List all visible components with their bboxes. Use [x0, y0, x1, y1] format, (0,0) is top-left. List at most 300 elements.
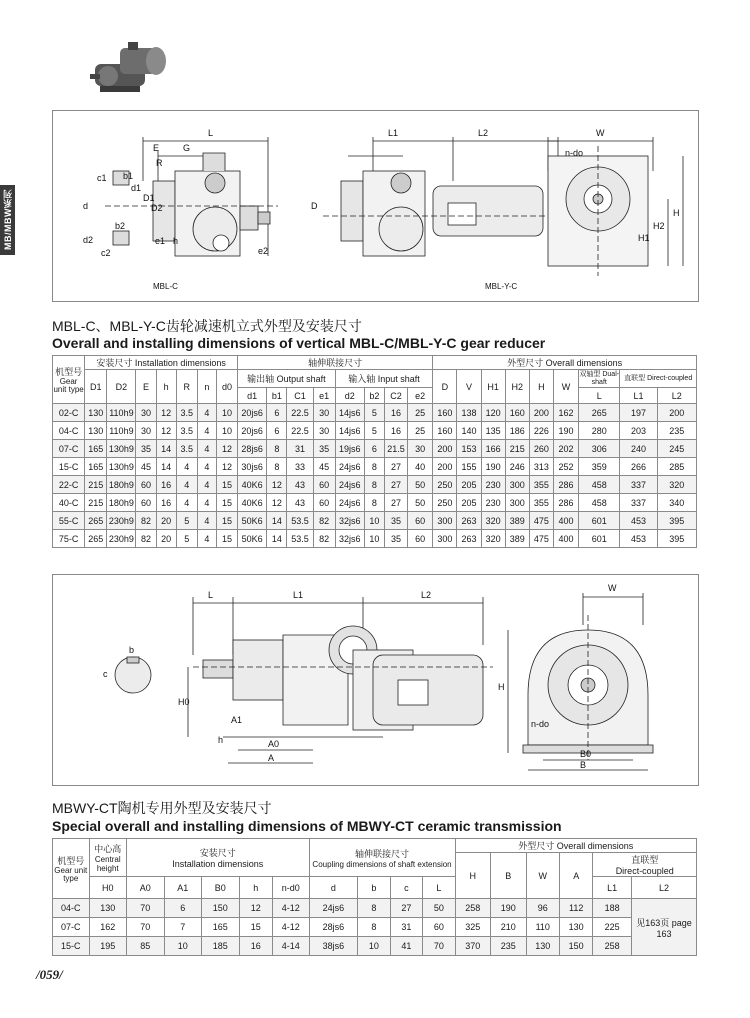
table-cell: 110h9: [107, 404, 136, 422]
dim2-H: H: [498, 682, 505, 692]
col2-B: B: [491, 853, 526, 899]
table-cell: 60: [313, 494, 335, 512]
table-cell: 6: [364, 440, 384, 458]
table-cell: 155: [457, 458, 481, 476]
table-cell: 110: [526, 918, 559, 937]
dim-L2: L2: [478, 128, 489, 138]
table-cell: 35: [384, 512, 407, 530]
col2-d: d: [309, 877, 358, 899]
table-cell: 4: [176, 494, 197, 512]
table-cell: 15-C: [53, 937, 90, 956]
col-L1: L1: [620, 388, 657, 404]
mbl-c-dimension-table: [52, 355, 697, 548]
table-cell: 370: [455, 937, 490, 956]
col-install: 安装尺寸 Installation dimensions: [85, 356, 238, 370]
table-cell: 190: [481, 458, 505, 476]
table-cell: 40-C: [53, 494, 85, 512]
table-cell: 340: [657, 494, 696, 512]
table-cell: 14: [156, 440, 176, 458]
table-cell: 306: [579, 440, 620, 458]
table-cell: 33: [287, 458, 313, 476]
table-cell: 160: [433, 404, 457, 422]
table-cell: 359: [579, 458, 620, 476]
dim-D: D: [311, 201, 318, 211]
table-cell: 14: [267, 512, 287, 530]
table-row: [53, 937, 697, 956]
table-cell: 8: [364, 476, 384, 494]
table-cell: 263: [457, 512, 481, 530]
table-cell: 389: [505, 530, 529, 548]
table-cell: 110h9: [107, 422, 136, 440]
table-cell: 266: [620, 458, 657, 476]
table-cell: 70: [127, 918, 165, 937]
table-cell: 35: [384, 530, 407, 548]
table-row: [53, 404, 697, 422]
table-cell: 190: [553, 422, 578, 440]
table-row: [53, 476, 697, 494]
table-cell: 50: [423, 899, 455, 918]
dim-D2: D2: [151, 203, 163, 213]
install-en: Installation dimensions: [172, 859, 264, 869]
table-cell: 130h9: [107, 440, 136, 458]
table-row: [53, 494, 697, 512]
table-cell: 32js6: [335, 512, 364, 530]
gear-motor-logo-icon: [90, 26, 180, 96]
dim2-A1: A1: [231, 715, 243, 725]
table-cell: 200: [433, 440, 457, 458]
dim2-b: b: [129, 645, 135, 655]
table-cell: 16: [239, 937, 272, 956]
table-cell: 355: [529, 476, 553, 494]
table-cell: 280: [579, 422, 620, 440]
install-cn: 安装尺寸: [199, 848, 236, 858]
table-cell: 75-C: [53, 530, 85, 548]
dim-E: E: [153, 143, 160, 153]
table-cell: 40K6: [238, 494, 267, 512]
table-cell: 263: [457, 530, 481, 548]
page-number: /059/: [36, 967, 63, 982]
dim-e1: e1: [155, 236, 166, 246]
table-cell: 5: [364, 404, 384, 422]
table-cell: 22.5: [287, 422, 313, 440]
table-row: [53, 422, 697, 440]
table-cell: 4: [197, 530, 216, 548]
dim-d2: d2: [83, 235, 94, 245]
table-cell: 45: [136, 458, 156, 476]
dim2-L2: L2: [421, 590, 432, 600]
table-cell: 203: [620, 422, 657, 440]
table-cell: 5: [176, 512, 197, 530]
col-direct-coupled: 直联型 Direct-coupled: [620, 370, 697, 388]
dim2-L: L: [208, 590, 214, 600]
table-cell: 85: [127, 937, 165, 956]
table-cell: 24js6: [309, 899, 358, 918]
table-cell: 16: [384, 422, 407, 440]
table-cell: 28js6: [238, 440, 267, 458]
table-cell: 130h9: [107, 458, 136, 476]
table-cell: 205: [457, 476, 481, 494]
table-cell: 14js6: [335, 404, 364, 422]
dim-L: L: [208, 128, 214, 138]
table-cell: 41: [390, 937, 422, 956]
col-n: n: [197, 370, 216, 404]
col-R: R: [176, 370, 197, 404]
col2-L: L: [423, 877, 455, 899]
table-cell: 53.5: [287, 530, 313, 548]
model-cn: 机型号: [55, 367, 83, 377]
table-cell: 215: [85, 476, 107, 494]
model2-cn: 机型号: [57, 856, 85, 866]
table-cell: 4-12: [273, 918, 310, 937]
table-cell: 60: [423, 918, 455, 937]
table-cell: 130: [85, 404, 107, 422]
table-cell: 20: [156, 530, 176, 548]
table-cell: 215: [85, 494, 107, 512]
col-b1: b1: [267, 388, 287, 404]
table-cell: 120: [481, 404, 505, 422]
col-e2: e2: [408, 388, 433, 404]
table-cell: 4: [197, 494, 216, 512]
col2-c: c: [390, 877, 422, 899]
col2-A0: A0: [127, 877, 165, 899]
table-cell: 60: [408, 530, 433, 548]
table-cell: 6: [267, 422, 287, 440]
col-model: [53, 356, 85, 404]
col-D1: D1: [85, 370, 107, 404]
table-cell: 185: [202, 937, 240, 956]
table-cell: 130: [559, 918, 592, 937]
col-D2: D2: [107, 370, 136, 404]
table-cell: 300: [505, 494, 529, 512]
page-number-value: 059: [39, 967, 60, 982]
table-cell: 12: [156, 422, 176, 440]
col-H: H: [529, 370, 553, 404]
table-cell: 10: [364, 512, 384, 530]
col-L2: L2: [657, 388, 696, 404]
table-cell: 313: [529, 458, 553, 476]
table-cell: 320: [481, 530, 505, 548]
dim-c1: c1: [97, 173, 107, 183]
table-cell: 180h9: [107, 476, 136, 494]
table-cell: 165: [202, 918, 240, 937]
table-cell: 475: [529, 530, 553, 548]
col-H2: H2: [505, 370, 529, 404]
table-cell: 395: [657, 530, 696, 548]
table-cell: 112: [559, 899, 592, 918]
table-row: [53, 530, 697, 548]
dim-n-do: n-do: [565, 148, 584, 158]
dim-b1: b1: [123, 171, 134, 181]
table-cell: 82: [136, 530, 156, 548]
caption-mbl-y-c: MBL-Y-C: [485, 282, 518, 291]
col-b2: b2: [364, 388, 384, 404]
table-cell: 4-14: [273, 937, 310, 956]
table-cell: 27: [384, 476, 407, 494]
table-cell: 10: [358, 937, 390, 956]
table-cell: 60: [408, 512, 433, 530]
table-cell: 12: [267, 476, 287, 494]
col-output-shaft: 输出轴 Output shaft: [238, 370, 336, 388]
table-cell: 5: [176, 530, 197, 548]
table-cell: 45: [313, 458, 335, 476]
table-cell: 320: [481, 512, 505, 530]
table-cell: 130: [89, 899, 127, 918]
table-cell: 10: [164, 937, 202, 956]
col-input-shaft: 输入轴 Input shaft: [335, 370, 433, 388]
col2-h: h: [239, 877, 272, 899]
dim2-B0: B0: [580, 749, 592, 759]
model2-en: Gear unit type: [54, 866, 88, 883]
dim2-n-do: n-do: [531, 719, 550, 729]
table-cell: 31: [287, 440, 313, 458]
table-cell: 286: [553, 494, 578, 512]
col2-H: H: [455, 853, 490, 899]
table-cell: 389: [505, 512, 529, 530]
table-cell: 27: [384, 494, 407, 512]
table-cell: 40: [408, 458, 433, 476]
col-C1: C1: [287, 388, 313, 404]
table-cell: 12: [216, 458, 237, 476]
table-cell: 190: [491, 899, 526, 918]
table-cell: 180h9: [107, 494, 136, 512]
table-cell: 02-C: [53, 404, 85, 422]
center-en: Central height: [94, 855, 121, 873]
table-cell: 226: [529, 422, 553, 440]
table-cell: 35: [136, 440, 156, 458]
table-cell: 195: [89, 937, 127, 956]
table-cell: 4-12: [273, 899, 310, 918]
dim-H: H: [673, 208, 680, 218]
table-cell: 8: [364, 458, 384, 476]
table-cell: 50: [408, 494, 433, 512]
table-cell: 3.5: [176, 404, 197, 422]
table-cell: 8: [358, 918, 390, 937]
table-cell: 258: [593, 937, 632, 956]
table-cell: 453: [620, 512, 657, 530]
table-cell: 4: [197, 422, 216, 440]
table-cell: 250: [433, 476, 457, 494]
table-cell: 235: [491, 937, 526, 956]
table-cell: 230h9: [107, 530, 136, 548]
col2-model: [53, 839, 90, 899]
table-cell: 337: [620, 494, 657, 512]
col-L: L: [579, 388, 620, 404]
table-cell: 162: [553, 404, 578, 422]
table-cell: 4: [176, 458, 197, 476]
table-cell: 35: [313, 440, 335, 458]
dim2-h: h: [218, 735, 224, 745]
col-H1: H1: [481, 370, 505, 404]
table-cell: 4: [197, 440, 216, 458]
table-cell: 246: [505, 458, 529, 476]
table-cell: 285: [657, 458, 696, 476]
table-cell: 07-C: [53, 440, 85, 458]
table-cell: 70: [127, 899, 165, 918]
table-cell: 60: [136, 476, 156, 494]
col-d2: d2: [335, 388, 364, 404]
table-cell: 14: [156, 458, 176, 476]
table-cell: 200: [529, 404, 553, 422]
dim2-A0: A0: [268, 739, 280, 749]
l2-note-cell: 见163页 page 163: [631, 899, 696, 956]
caption-mbl-c: MBL-C: [153, 282, 178, 291]
table-cell: 8: [267, 440, 287, 458]
table-cell: 250: [433, 494, 457, 512]
table-cell: 15-C: [53, 458, 85, 476]
table-cell: 10: [364, 530, 384, 548]
table-cell: 240: [620, 440, 657, 458]
col-dual-shaft: 双轴型 Dual-shaft: [579, 370, 620, 386]
table-cell: 8: [364, 494, 384, 512]
table-cell: 6: [164, 899, 202, 918]
col2-L1: L1: [593, 877, 632, 899]
table-cell: 337: [620, 476, 657, 494]
col2-overall: 外型尺寸 Overall dimensions: [455, 839, 696, 853]
mbl-c-drawing: [52, 110, 699, 302]
series-side-tab: MB/MBW系列: [0, 185, 15, 255]
col-W: W: [553, 370, 578, 404]
table-cell: 25: [408, 422, 433, 440]
table-cell: 225: [593, 918, 632, 937]
table-cell: 24js6: [335, 476, 364, 494]
table-cell: 260: [529, 440, 553, 458]
col2-direct: [593, 853, 697, 877]
table-cell: 31: [390, 918, 422, 937]
table-cell: 458: [579, 476, 620, 494]
table-cell: 453: [620, 530, 657, 548]
table-cell: 12: [239, 899, 272, 918]
dim-h: h: [173, 236, 179, 246]
table-cell: 10: [216, 404, 237, 422]
model-en: Gear unit type: [53, 377, 84, 394]
table-row: [53, 512, 697, 530]
table-cell: 135: [481, 422, 505, 440]
table-cell: 166: [481, 440, 505, 458]
table-row: [53, 440, 697, 458]
table-cell: 458: [579, 494, 620, 512]
table-cell: 50K6: [238, 530, 267, 548]
table-cell: 16: [384, 404, 407, 422]
table-cell: 21.5: [384, 440, 407, 458]
table-row: [53, 918, 697, 937]
dim-R: R: [156, 158, 163, 168]
table-cell: 38js6: [309, 937, 358, 956]
col2-W: W: [526, 853, 559, 899]
table-cell: 82: [313, 530, 335, 548]
mbwy-ct-drawing: [52, 574, 699, 786]
table-cell: 15: [239, 918, 272, 937]
table-cell: 160: [433, 422, 457, 440]
direct-en: Direct-coupled: [615, 866, 674, 876]
table-cell: 60: [136, 494, 156, 512]
table-cell: 601: [579, 530, 620, 548]
dim-d1: d1: [131, 183, 142, 193]
col2-L2: L2: [631, 877, 696, 899]
section2-title-cn: MBWY-CT陶机专用外型及安装尺寸: [52, 800, 272, 816]
shaft-en: Coupling dimensions of shaft extension: [312, 859, 452, 869]
table-cell: 210: [491, 918, 526, 937]
table-cell: 14: [267, 530, 287, 548]
table-cell: 60: [313, 476, 335, 494]
table-cell: 43: [287, 476, 313, 494]
table-cell: 300: [505, 476, 529, 494]
table-cell: 10: [216, 422, 237, 440]
table-cell: 230h9: [107, 512, 136, 530]
table-cell: 205: [457, 494, 481, 512]
table-cell: 202: [553, 440, 578, 458]
table-cell: 55-C: [53, 512, 85, 530]
table-cell: 197: [620, 404, 657, 422]
table-cell: 200: [433, 458, 457, 476]
mbwy-ct-dimension-table: [52, 838, 697, 956]
table-cell: 4: [197, 458, 216, 476]
table-cell: 30: [136, 404, 156, 422]
table-cell: 150: [559, 937, 592, 956]
table-cell: 20js6: [238, 404, 267, 422]
section1-title-cn: MBL-C、MBL-Y-C齿轮减速机立式外型及安装尺寸: [52, 318, 362, 334]
table-cell: 4: [197, 512, 216, 530]
table-cell: 14js6: [335, 422, 364, 440]
dim-H1: H1: [638, 233, 650, 243]
dim2-L1: L1: [293, 590, 304, 600]
col2-H0: H0: [89, 877, 127, 899]
table-cell: 82: [136, 512, 156, 530]
table-cell: 400: [553, 530, 578, 548]
col-h: h: [156, 370, 176, 404]
table-cell: 186: [505, 422, 529, 440]
table-cell: 130: [85, 422, 107, 440]
table-cell: 165: [85, 440, 107, 458]
col-d0: d0: [216, 370, 237, 404]
table-cell: 6: [267, 404, 287, 422]
col-E: E: [136, 370, 156, 404]
table-cell: 165: [85, 458, 107, 476]
center-cn: 中心高: [94, 844, 122, 854]
table-cell: 8: [358, 899, 390, 918]
table-cell: 12: [267, 494, 287, 512]
table-cell: 140: [457, 422, 481, 440]
dim2-c: c: [103, 669, 108, 679]
table-cell: 230: [481, 494, 505, 512]
table-cell: 15: [216, 494, 237, 512]
table-cell: 28js6: [309, 918, 358, 937]
dim2-H0: H0: [178, 697, 190, 707]
table-cell: 230: [481, 476, 505, 494]
table-cell: 22-C: [53, 476, 85, 494]
table-cell: 16: [156, 494, 176, 512]
table-cell: 15: [216, 512, 237, 530]
table-cell: 30: [136, 422, 156, 440]
dim-H2: H2: [653, 221, 665, 231]
table-cell: 30: [408, 440, 433, 458]
table-cell: 160: [505, 404, 529, 422]
table-cell: 43: [287, 494, 313, 512]
table-cell: 19js6: [335, 440, 364, 458]
table-cell: 4: [197, 404, 216, 422]
dim2-A: A: [268, 753, 275, 763]
table-cell: 235: [657, 422, 696, 440]
table-cell: 27: [384, 458, 407, 476]
table-cell: 53.5: [287, 512, 313, 530]
col2-A1: A1: [164, 877, 202, 899]
table-cell: 40K6: [238, 476, 267, 494]
table-cell: 04-C: [53, 422, 85, 440]
table-cell: 70: [423, 937, 455, 956]
table-cell: 265: [85, 512, 107, 530]
dim-e2: e2: [258, 246, 269, 256]
table-cell: 50K6: [238, 512, 267, 530]
table-cell: 138: [457, 404, 481, 422]
